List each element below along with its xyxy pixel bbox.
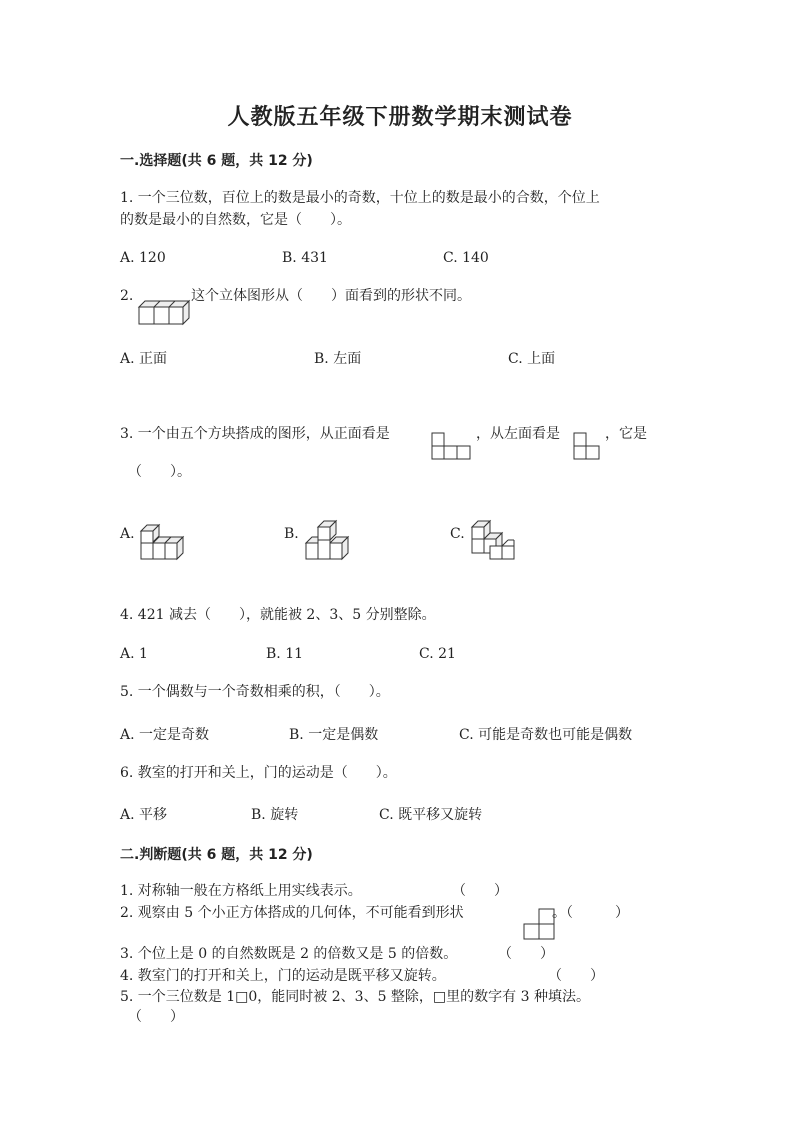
section-heading-judgment: 二.判断题(共 6 题，共 12 分) [120,847,313,863]
question-4-option-b[interactable]: B. 11 [266,646,304,662]
judgment-1-text: 1. 对称轴一般在方格纸上用实线表示。 [120,883,362,899]
question-3-option-a[interactable]: A. [120,526,135,542]
three-cube-row-figure [138,300,190,326]
judgment-2-answer[interactable]: 。（ ） [552,905,629,921]
option-b-cube-figure [302,518,354,562]
judgment-1-answer[interactable]: （ ） [452,883,508,899]
question-1-option-a[interactable]: A. 120 [120,250,166,266]
judgment-4-text: 4. 教室门的打开和关上，门的运动是既平移又旋转。 [120,968,446,984]
question-6-option-b[interactable]: B. 旋转 [251,807,299,823]
question-6-text: 6. 教室的打开和关上，门的运动是（ ）。 [120,765,397,781]
question-5-option-a[interactable]: A. 一定是奇数 [120,727,210,743]
question-3-option-b[interactable]: B. [284,526,299,542]
question-1-line-1: 1. 一个三位数，百位上的数是最小的奇数，十位上的数是最小的合数，个位上 [120,190,600,206]
question-6-option-c[interactable]: C. 既平移又旋转 [379,807,483,823]
question-2-number: 2. [120,288,134,304]
question-5-text: 5. 一个偶数与一个奇数相乘的积，（ ）。 [120,684,390,700]
judgment-3-text: 3. 个位上是 0 的自然数既是 2 的倍数又是 5 的倍数。 [120,946,458,962]
question-4-option-c[interactable]: C. 21 [419,646,456,662]
question-2-option-b[interactable]: B. 左面 [314,351,362,367]
front-view-figure [431,432,471,460]
question-3-text-3: ，它是 [605,426,647,442]
question-4-text: 4. 421 减去（ ），就能被 2、3、5 分别整除。 [120,607,436,623]
judgment-3-answer[interactable]: （ ） [498,946,554,962]
question-1-line-2: 的数是最小的自然数，它是（ ）。 [120,212,351,228]
question-3-line-2: （ ）。 [128,464,191,480]
question-5-option-b[interactable]: B. 一定是偶数 [289,727,379,743]
judgment-2-shape-figure [510,908,556,940]
option-a-cube-figure [138,522,190,562]
question-3-option-c[interactable]: C. [450,526,465,542]
question-2-option-a[interactable]: A. 正面 [120,351,168,367]
question-3-text-2: ，从左面看是 [476,426,560,442]
question-5-option-c[interactable]: C. 可能是奇数也可能是偶数 [459,727,633,743]
judgment-5-text: 5. 一个三位数是 1□0，能同时被 2、3、5 整除，□里的数字有 3 种填法。 [120,989,590,1005]
question-4-option-a[interactable]: A. 1 [120,646,148,662]
question-6-option-a[interactable]: A. 平移 [120,807,168,823]
judgment-4-answer[interactable]: （ ） [548,968,604,984]
question-3-text-1: 3. 一个由五个方块搭成的图形，从正面看是 [120,426,390,442]
left-view-figure [573,432,601,460]
judgment-2-text: 2. 观察由 5 个小正方体搭成的几何体，不可能看到形状 [120,905,464,921]
question-2-text: 这个立体图形从（ ）面看到的形状不同。 [191,288,471,304]
question-1-option-b[interactable]: B. 431 [282,250,328,266]
judgment-5-answer[interactable]: （ ） [128,1009,184,1025]
question-1-option-c[interactable]: C. 140 [443,250,489,266]
section-heading-choice: 一.选择题(共 6 题，共 12 分) [120,153,313,169]
page-title: 人教版五年级下册数学期末测试卷 [227,105,573,130]
question-2-option-c[interactable]: C. 上面 [508,351,556,367]
option-c-cube-figure [468,518,520,562]
